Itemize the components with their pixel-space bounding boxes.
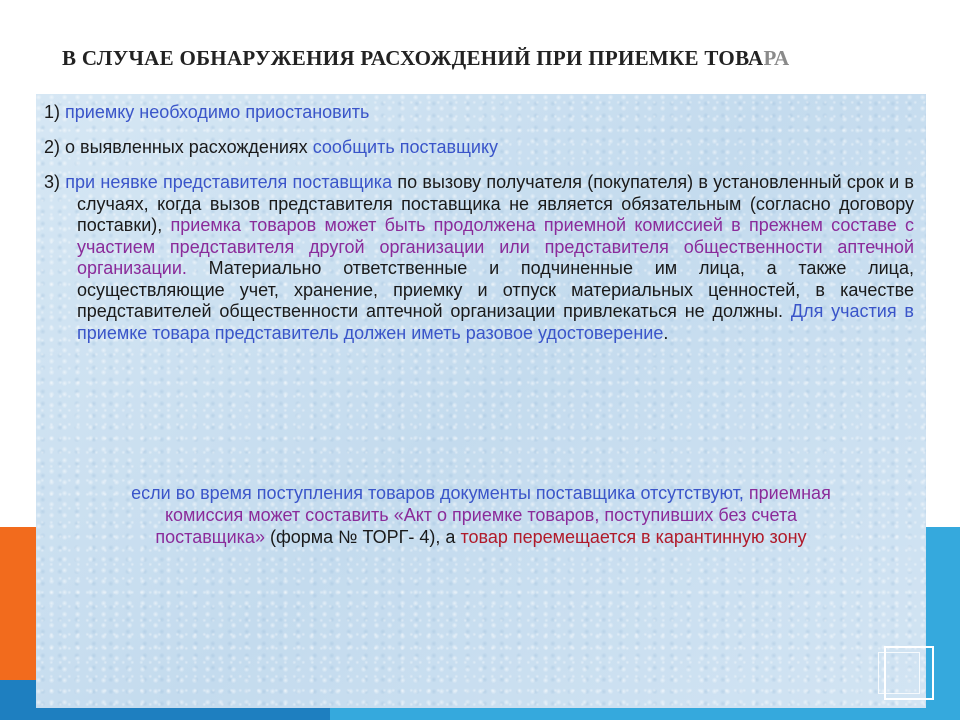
item-2-plain: о выявленных расхождениях — [65, 137, 313, 157]
corner-frame-inner-decoration — [878, 652, 920, 694]
title-tail: РА — [763, 46, 790, 70]
item-3-plain-2: Материально ответственные и подчиненные им лица, а также лица, осуществляющие учет, хранение, приемку и отпуск материальных ценностей, в качестве представителей общественности аптечной организации привлекаться не должны. — [77, 258, 914, 321]
list-item-2 — [44, 137, 498, 159]
item-3-blue-2: Для участия в приемке товара представитель должен иметь разовое удостоверение — [77, 301, 914, 343]
content-panel — [36, 94, 926, 708]
slide-title — [62, 46, 922, 80]
note-paragraph — [36, 482, 926, 548]
item-3-purple-1: приемка товаров может быть продолжена приемной комиссией в прежнем составе с участием представителя другой организации или представителя общественности аптечной организации. — [77, 215, 914, 278]
item-3-paragraph — [44, 172, 914, 344]
note-blue-1: если во время поступления товаров документы поставщика отсутствуют, — [131, 483, 744, 503]
item-2-number: 2) — [44, 137, 66, 157]
item-1-text: приемку необходимо приостановить — [65, 102, 370, 122]
note-red-1: товар перемещается в карантинную зону — [460, 527, 807, 547]
note-plain-1: (форма № ТОРГ- 4), а — [264, 527, 461, 547]
list-item-3 — [44, 172, 914, 344]
note-purple-1: приемная комиссия может составить — [164, 483, 831, 525]
item-3-number: 3) — [44, 172, 66, 192]
item-3-plain-1: по вызову получателя (покупателя) в установленный срок и в случаях, когда вызов представителя поставщика не является обязательным (согласно договору поставки), — [77, 172, 914, 235]
list-item-1 — [44, 102, 369, 124]
item-2-blue: сообщить поставщику — [312, 137, 499, 157]
item-1-number: 1) — [44, 102, 66, 122]
item-3-plain-3: . — [663, 322, 669, 343]
note-purple-2: «Акт о приемке товаров, поступивших без счета поставщика» — [155, 505, 798, 547]
item-3-blue-1: при неявке представителя поставщика — [65, 172, 393, 192]
title-main: В СЛУЧАЕ ОБНАРУЖЕНИЯ РАСХОЖДЕНИЙ ПРИ ПРИЕМКЕ ТОВА — [62, 46, 764, 70]
